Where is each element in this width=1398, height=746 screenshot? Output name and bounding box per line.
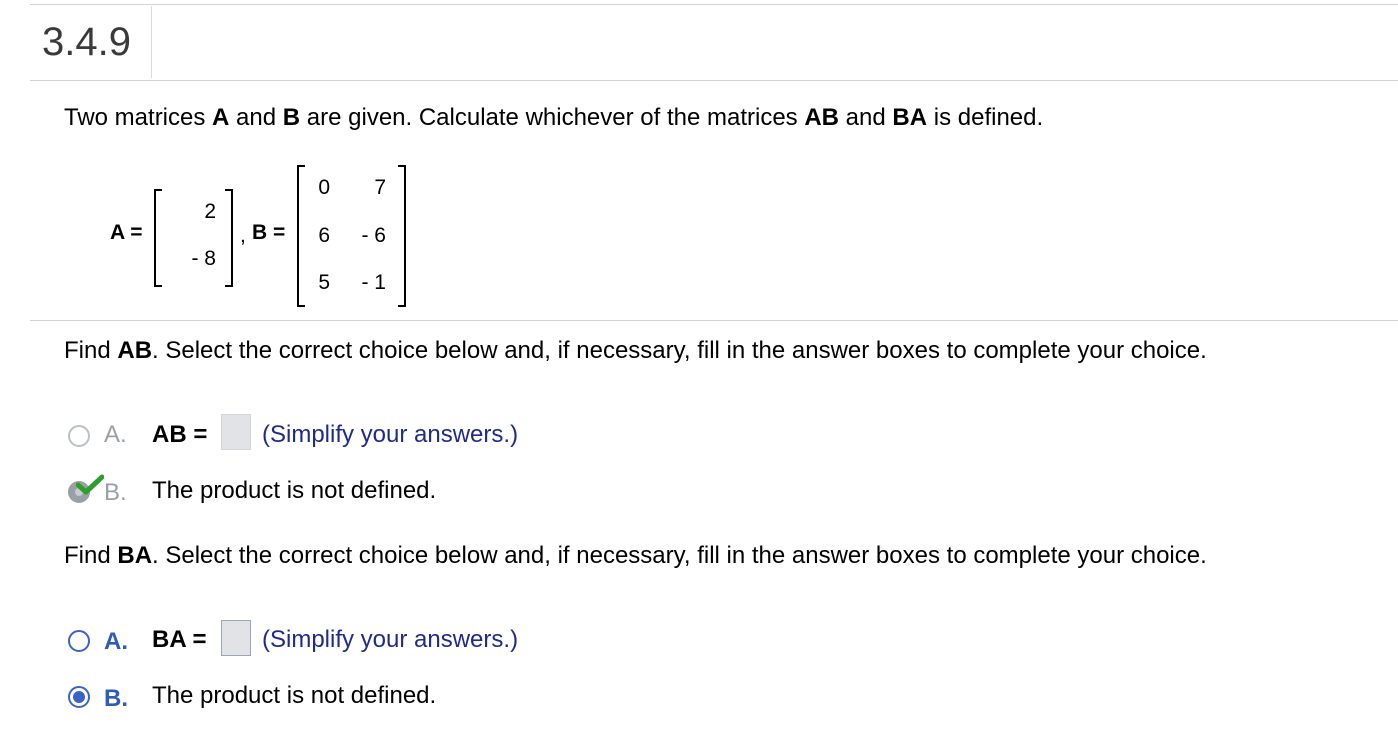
find-ab-instruction: Find AB. Select the correct choice below and, if necessary, fill in the answer boxes to complete your choice.	[64, 337, 1207, 364]
ab-option-a-letter: A.	[104, 421, 127, 448]
ab-option-a-label: AB =	[152, 421, 208, 448]
ab-option-a-radio[interactable]	[68, 425, 90, 447]
question-prompt: Two matrices A and B are given. Calculate whichever of the matrices AB and BA is defined.	[64, 104, 1044, 131]
ba-option-b-text: The product is not defined.	[152, 682, 437, 709]
ba-option-b-radio[interactable]	[68, 686, 90, 708]
matrix-b-bracket-left	[297, 165, 305, 307]
matrix-b-cell: - 1	[361, 271, 386, 294]
ab-option-b-text: The product is not defined.	[152, 477, 437, 504]
matrix-a-cell-2: - 8	[191, 247, 216, 270]
matrix-a-cell-1: 2	[204, 200, 216, 223]
ba-option-a-hint: (Simplify your answers.)	[262, 626, 519, 653]
checkmark-icon	[76, 474, 104, 496]
ab-answer-box[interactable]	[221, 414, 251, 450]
ab-option-b-letter: B.	[104, 479, 127, 506]
section-rule	[30, 320, 1398, 321]
top-rule	[30, 4, 1398, 5]
ab-option-a-hint: (Simplify your answers.)	[262, 421, 519, 448]
question-number: 3.4.9	[42, 20, 131, 64]
matrix-b-label: B =	[252, 221, 286, 244]
matrix-b-cell: 6	[318, 224, 330, 247]
header-rule	[30, 80, 1398, 81]
header-divider	[151, 6, 152, 78]
matrix-separator: ,	[240, 224, 246, 247]
ba-option-a-letter: A.	[104, 628, 128, 655]
find-ba-instruction: Find BA. Select the correct choice below and, if necessary, fill in the answer boxes to complete your choice.	[64, 542, 1207, 569]
ba-option-b-letter: B.	[104, 685, 128, 712]
matrix-a-label: A =	[110, 221, 143, 244]
matrix-a-bracket-right	[225, 189, 233, 287]
matrix-b-cell: - 6	[361, 224, 386, 247]
ba-option-a-radio[interactable]	[68, 630, 90, 652]
matrix-b-cell: 7	[374, 176, 386, 199]
matrix-b-cell: 0	[318, 176, 330, 199]
ba-answer-box[interactable]	[221, 620, 251, 656]
matrix-b-bracket-right	[398, 165, 406, 307]
ba-option-a-label: BA =	[152, 626, 207, 653]
matrix-b-cell: 5	[318, 271, 330, 294]
matrix-a-bracket-left	[154, 189, 162, 287]
